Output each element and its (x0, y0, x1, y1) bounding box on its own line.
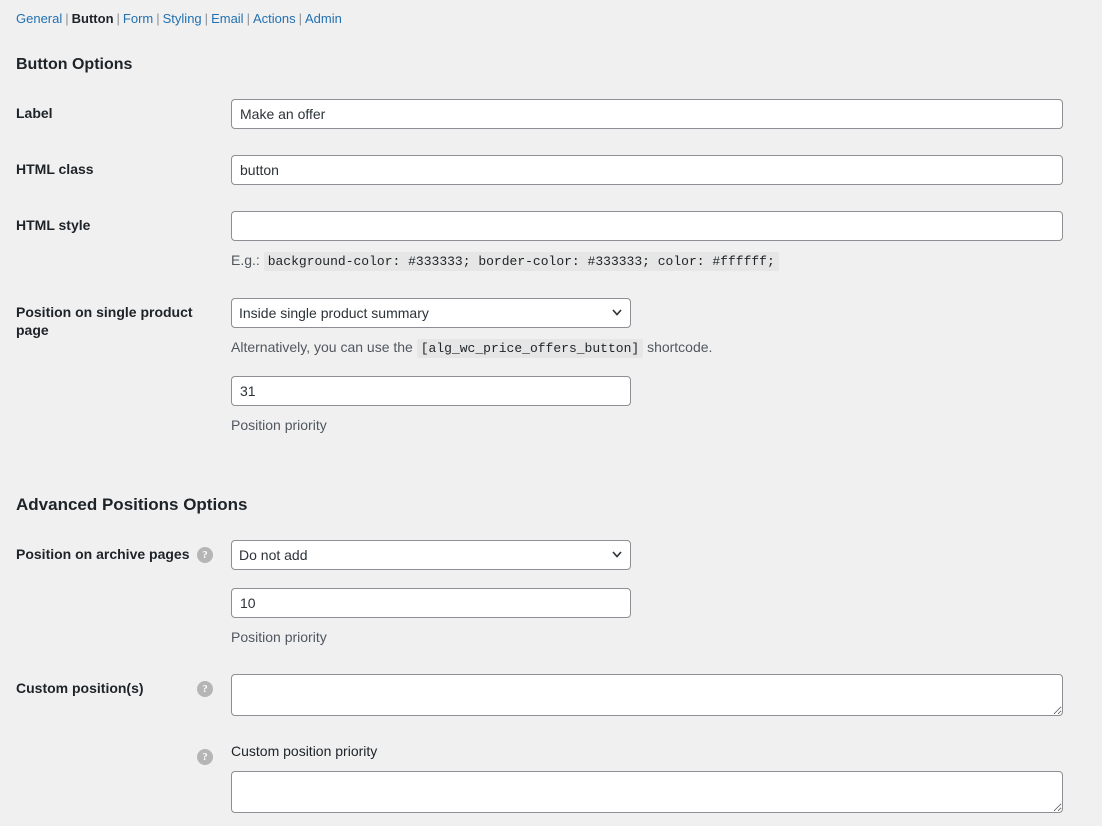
nav-separator-5: | (246, 11, 250, 26)
button-options-heading: Button Options (16, 56, 133, 73)
position-archive-title-inner (16, 545, 221, 563)
html-class-field-title (16, 142, 231, 198)
custom-positions-textarea[interactable] (231, 674, 1063, 716)
subnav-tab-form[interactable]: Form (122, 11, 154, 26)
custom-positions-field-title (16, 661, 231, 729)
spacer-1 (231, 358, 1076, 376)
subnav-tab-actions[interactable]: Actions (252, 11, 296, 26)
nav-separator-3: | (156, 11, 160, 26)
position-single-priority-label: Position priority (231, 417, 327, 434)
position-single-priority-input[interactable] (231, 376, 631, 406)
help-icon[interactable]: ? (197, 547, 213, 563)
custom-position-priority-field-cell (231, 729, 1086, 826)
field-row-label (16, 86, 1086, 142)
field-row-html-class (16, 142, 1086, 198)
custom-positions-field-title-text: Custom position(s) (16, 680, 144, 697)
position-single-field-title-text: Position on single product page (16, 303, 193, 339)
nav-separator-4: | (204, 11, 209, 26)
spacer-2 (231, 570, 1076, 588)
label-field-title-text: Label (16, 105, 53, 122)
button-options-form (16, 86, 1086, 449)
position-single-description-suffix: shortcode. (647, 338, 713, 355)
nav-separator-2: | (116, 11, 120, 26)
html-style-field-title (16, 198, 231, 285)
html-style-description (231, 250, 1076, 272)
custom-position-priority-textarea[interactable] (231, 771, 1063, 813)
field-row-position-single (16, 285, 1086, 450)
settings-subnav (16, 0, 1086, 28)
subnav-tab-admin[interactable]: Admin (305, 11, 342, 26)
nav-separator-6: | (298, 11, 302, 26)
subnav-tab-styling[interactable]: Styling (162, 11, 202, 26)
position-archive-priority-input[interactable] (231, 588, 631, 618)
advanced-positions-heading: Advanced Positions Options (16, 495, 248, 515)
custom-position-priority-field-title (16, 729, 231, 826)
position-archive-priority-label: Position priority (231, 629, 327, 646)
custom-position-priority-label: Custom position priority (231, 743, 378, 760)
html-style-example-code: background-color: #333333; border-color: #333333; color: #ffffff; (264, 252, 779, 271)
position-single-shortcode: [alg_wc_price_offers_button] (417, 339, 643, 358)
label-field-title (16, 86, 231, 142)
html-class-input[interactable] (231, 155, 1063, 185)
html-class-field-title-text: HTML class (16, 161, 94, 178)
html-style-field-cell (231, 198, 1086, 285)
field-row-html-style (16, 198, 1086, 285)
advanced-positions-form (16, 527, 1086, 826)
subnav-tab-button[interactable]: Button (71, 11, 114, 26)
html-style-field-title-text: HTML style (16, 217, 91, 234)
label-field-cell (231, 86, 1086, 142)
position-single-description (231, 337, 1076, 359)
help-icon[interactable]: ? (197, 681, 213, 697)
position-archive-select[interactable] (231, 540, 631, 570)
html-style-input[interactable] (231, 211, 1063, 241)
field-row-custom-position-priority (16, 729, 1086, 826)
html-class-field-cell (231, 142, 1086, 198)
position-single-field-title (16, 285, 231, 450)
position-archive-select-wrap (231, 540, 631, 570)
position-single-field-cell (231, 285, 1086, 450)
html-style-description-prefix: E.g.: (231, 252, 260, 269)
custom-positions-field-cell (231, 661, 1086, 729)
field-row-custom-positions (16, 661, 1086, 729)
subnav-tab-email[interactable]: Email (211, 11, 244, 26)
help-icon[interactable]: ? (197, 749, 213, 765)
position-archive-field-title (16, 527, 231, 661)
position-archive-field-cell (231, 527, 1086, 661)
custom-position-priority-title-inner (16, 747, 221, 765)
nav-separator-1: | (65, 11, 69, 26)
position-archive-field-title-text: Position on archive pages (16, 546, 190, 563)
position-single-description-prefix: Alternatively, you can use the (231, 338, 413, 355)
label-input[interactable] (231, 99, 1063, 129)
custom-positions-title-inner (16, 679, 221, 697)
position-single-select-wrap (231, 298, 631, 328)
subnav-tab-general[interactable]: General (16, 11, 63, 26)
position-single-select[interactable] (231, 298, 631, 328)
field-row-position-archive (16, 527, 1086, 661)
